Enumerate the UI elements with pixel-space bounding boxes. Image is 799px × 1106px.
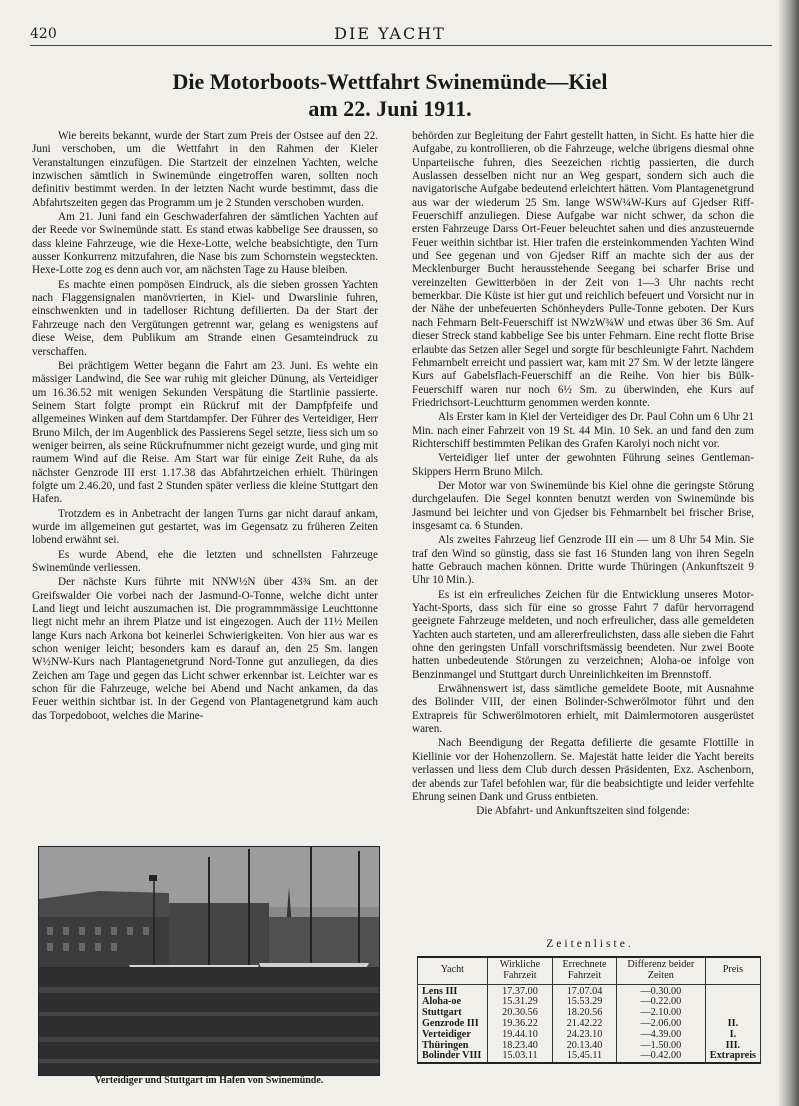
cell-preis: I. [705, 1030, 760, 1041]
paragraph: Wie bereits bekannt, wurde der Start zum Preis der Ostsee auf den 22. Juni verschoben, um die Wettfahrt in den Rahmen der Kieler Veranstaltungen einzufügen. Die Startzeit der einzelnen Yachten, welche inzwischen sämtlich in Swinemünde eingetroffen waren, sollten noch definitiv bestimmt werden. In der letzten Nacht wurde bestimmt, dass die Abfahrtszeiten gegen das Programm um je 2 Stunden verschoben wurden. [32, 130, 378, 209]
cell-wirkliche: 17.37.00 [487, 984, 553, 997]
cell-preis: III. [705, 1041, 760, 1052]
cell-preis: Extrapreis [705, 1051, 760, 1063]
paragraph: Bei prächtigem Wetter begann die Fahrt am 23. Juni. Es wehte ein mässiger Landwind, die See war ruhig mit gleicher Dünung, als Verteidiger um 16.36.52 mit wenigen Sekunden Verspätung die Startlinie passierte. Seinem Start folgte prompt ein Rückruf mit der Dampfpfeife und allgemeines Winken auf dem Startdampfer. Der Führer des Verteidiger, Herr Bruno Milch, der im Augenblick des Passierens Segel setzte, liess sich um so weniger beirren, als seine Rückrufnummer nicht gezeigt wurde, und ging mit raumem Wind auf die Reise. Am Start war für einige Zeit Ruhe, da als nächster Genzrode III erst 1.17.38 das Abfahrtzeichen erhielt. Thüringen folgte um 2.46.20, und fast 2 Stunden später verliess die kleine Stuttgart den Hafen. [32, 359, 378, 506]
paragraph: Als zweites Fahrzeug lief Genzrode III ein — um 8 Uhr 54 Min. Sie traf den Wind so günstig, dass sie fast 16 Stunden lang von ihren Segeln hatte Gebrauch machen können. Dritte wurde Thüringen (Ankunftszeit 9 Uhr 10 Min.). [412, 534, 754, 587]
cell-wirkliche: 20.30.56 [487, 1008, 553, 1019]
cell-wirkliche: 15.03.11 [487, 1051, 553, 1063]
cell-differenz: —1.50.00 [616, 1041, 705, 1052]
column-header-errechnete: Errechnete Fahrzeit [553, 957, 617, 984]
cell-yacht: Stuttgart [418, 1008, 488, 1019]
cell-preis [705, 984, 760, 997]
cell-yacht: Verteidiger [418, 1030, 488, 1041]
harbor-photo-drawing [39, 847, 380, 1076]
harbor-photo [38, 846, 380, 1076]
cell-differenz: —2.06.00 [616, 1019, 705, 1030]
cell-differenz: —0.22.00 [616, 997, 705, 1008]
cell-differenz: —0.42.00 [616, 1051, 705, 1063]
header-rule [30, 45, 772, 46]
table-header-row [418, 957, 761, 984]
paragraph: Trotzdem es in Anbetracht der langen Turns gar nicht darauf ankam, wurde im allgemeinen gut gestartet, was im Gegensatz zu früheren Zeiten lobend erwähnt sei. [32, 507, 378, 547]
paragraph: Es machte einen pompösen Eindruck, als die sieben grossen Yachten nach Flaggensignalen manövrierten, in Kiel- und Dwarslinie fuhren, einschwenkten und in tadelloser Richtung defilierten. Da der Start der Fahrzeuge nach den Vergütungen getrennt war, gelang es wenigstens auf diese Weise, dem Publikum am Strande einen Gesamteindruck zu verschaffen. [32, 278, 378, 358]
column-header-preis: Preis [705, 957, 760, 984]
photo-caption: Verteidiger und Stuttgart im Hafen von Swinemünde. [94, 1075, 324, 1086]
page-edge-shadow [779, 0, 799, 1106]
paragraph: behörden zur Begleitung der Fahrt gestellt hatten, in Sicht. Es hatte hier die Aufgabe, zu kontrollieren, ob die Fahrzeuge, welche übrigens diesmal ohne Unparteiische fuhren, dies Seezeichen richtig passierten, die durch Auslassen desselben nicht nur an Weg gespart, sondern sich auch die navigatorische Aufgabe bedeutend erleichtert hätten. Vom Plantagenetgrund aus war der wiederum 25 Sm. lange WSW¼W-Kurs auf Gjedser Riff-Feuerschiff anzuliegen. Diese Aufgabe war nicht schwer, da schon die ersten Fahrzeuge Darss Ort-Feuer beleuchtet sahen und dies anzusteuernde Feuer weithin sichtbar ist. Hier trafen die ersteinkommenden Yachten Wind und See gegenan und von Gjedser Riff an machte sich der aus der Mecklenburger Bucht herausstehende Seegang bei scharfer Brise und vereinzelten Gewitterböen in der Zeit von 1—3 Uhr nachts recht bemerkbar. Die Küste ist hier gut und reichlich befeuert und Vorsicht nur in der Nähe der unbefeuerten Schönheyders Pulle-Tonne geboten. Der Kurs nach Fehmarn Belt-Feuerschiff ist NWzW¾W und etwas über 36 Sm. Auf dieser Streck stand kabbelige See bis unter Fehmarn. Eine recht flotte Brise erlaubte das Setzen aller Segel und sorgte für beschleunigte Fahrt. Nachdem Fehmarnbelt erreicht und passiert war, kam mit 27 Sm. W der letzte längere Kurs auf Gabelsflach-Feuerschiff an die Reihe. Von hier bis Bülk-Feuerschiff waren nur noch 6½ Sm. zu überwinden, ehe Kurs auf Friedrichsort-Leuchtturm genommen werden konnte. [412, 130, 754, 409]
article-title-date: am 22. Juni 1911. [308, 96, 472, 121]
paragraph: Die Abfahrt- und Ankunftszeiten sind folgende: [476, 805, 690, 818]
page-number: 420 [30, 26, 57, 42]
article-title: Die Motorboots-Wettfahrt Swinemünde—Kiel [172, 69, 608, 94]
cell-wirkliche: 19.36.22 [487, 1019, 553, 1030]
cell-errechnete: 21.42.22 [553, 1019, 617, 1030]
cell-differenz: —2.10.00 [616, 1008, 705, 1019]
paragraph: Verteidiger lief unter der gewohnten Führung seines Gentleman-Skippers Herrn Bruno Milch. [412, 452, 754, 478]
running-title: DIE YACHT [334, 24, 446, 43]
cell-yacht: Genzrode III [418, 1019, 488, 1030]
results-table [417, 956, 761, 1064]
cell-yacht: Thüringen [418, 1041, 488, 1052]
cell-differenz: —0.30.00 [616, 984, 705, 997]
paragraph: Am 21. Juni fand ein Geschwaderfahren der sämtlichen Yachten auf der Reede vor Swinemünde statt. Es stand etwas kabbelige See draussen, so dass kleine Fahrzeuge, wie die Hexe-Lotte, welche beabsichtigte, den Turn ausser Konkurrenz mitzufahren, die Nase bis zum Schornstein wegsteckten. Hexe-Lotte zog es denn auch vor, am nächsten Tage zu Hause bleiben. [32, 211, 378, 277]
table-row [418, 1051, 761, 1063]
paragraph: Der Motor war von Swinemünde bis Kiel ohne die geringste Störung durchgelaufen. Die Segel konnten benutzt werden von Swinemünde bis Jasmund bei leichter und von Gjedser bis Fehmarnbelt bei frischer Brise, insgesamt ca. 6 Stunden. [412, 479, 754, 532]
cell-wirkliche: 18.23.40 [487, 1041, 553, 1052]
paragraph: Es ist ein erfreuliches Zeichen für die Entwicklung unseres Motor-Yacht-Sports, dass sich für eine so grosse Fahrt 7 dafür hervorragend geeignete Fahrzeuge meldeten, und noch erfreulicher, dass alle gemeldeten Yachten auch starteten, und am allererfreulichsten, dass alle sieben die Fahrt ohne den geringsten Unfall vorschriftsmässig beendeten. Nur zwei Boote hatten unbedeutende Störungen zu verzeichnen; Aloha-oe infolge von Benzinmangel und Stuttgart durch Unreinlichkeiten im Brennstoff. [412, 588, 754, 681]
column-header-differenz: Differenz beider Zeiten [616, 957, 705, 984]
cell-differenz: —4.39.00 [616, 1030, 705, 1041]
table-row [418, 1030, 761, 1041]
right-column [412, 130, 754, 820]
cell-errechnete: 15.45.11 [553, 1051, 617, 1063]
cell-wirkliche: 19.44.10 [487, 1030, 553, 1041]
cell-wirkliche: 15.31.29 [487, 997, 553, 1008]
results-table-title: Zeitenliste. [546, 938, 634, 950]
cell-yacht: Aloha-oe [418, 997, 488, 1008]
left-column [32, 130, 378, 724]
cell-errechnete: 15.53.29 [553, 997, 617, 1008]
paragraph: Nach Beendigung der Regatta defilierte die gesamte Flottille in Kiellinie vor der Hohenzollern. Se. Majestät hatte leider die Yacht bereits verlassen und liess dem Club durch dessen Präsidenten, Exz. Aschenborn, der abends zur Tafel befohlen war, für die beabsichtigte und leider verfehlte Ehrung seinen Dank und Gruss entbieten. [412, 737, 754, 803]
column-header-wirkliche: Wirkliche Fahrzeit [487, 957, 553, 984]
cell-yacht: Lens III [418, 984, 488, 997]
cell-preis: II. [705, 1019, 760, 1030]
column-header-yacht: Yacht [418, 957, 488, 984]
paragraph: Als Erster kam in Kiel der Verteidiger des Dr. Paul Cohn um 6 Uhr 21 Min. nach einer Fahrzeit von 19 St. 44 Min. 10 Sek. an und fand den zum Richterschiff bestimmten Pelikan des Grafen Karolyi noch nicht vor. [412, 411, 754, 450]
paragraph: Der nächste Kurs führte mit NNW½N über 43¾ Sm. an der Greifswalder Oie vorbei nach der Jasmund-O-Tonne, welche dicht unter Land liegt und leicht auszumachen ist. Die programmmässige Leuchttonne liegt nicht mehr an ihrem Platze und ist eingezogen. Auch der 11½ Meilen lange Kurs nach Arkona bot keinerlei Schwierigkeiten. Von hier aus war es schon weniger leicht; besonders kam es darauf an, den 25 Sm. langen W½NW-Kurs nach Plantagenetgrund Nord-Tonne gut anzuliegen, da dies Zeichen am Tage und gegen das Licht schwer erkennbar ist. Leichter war es schon für die Fahrzeuge, welche bei Abend und Nacht ankamen, da das Feuer weithin sichtbar ist. In der Gegend von Plantagenetgrund kam auch das Torpedoboot, welches die Marine- [32, 576, 378, 722]
paragraph: Es wurde Abend, ehe die letzten und schnellsten Fahrzeuge Swinemünde verliessen. [32, 548, 378, 574]
cell-preis [705, 997, 760, 1008]
cell-errechnete: 20.13.40 [553, 1041, 617, 1052]
cell-errechnete: 17.07.04 [553, 984, 617, 997]
cell-yacht: Bolinder VIII [418, 1051, 488, 1063]
paragraph: Erwähnenswert ist, dass sämtliche gemeldete Boote, mit Ausnahme des Bolinder VIII, der einen Bolinder-Schwerölmotor führt und den Extrapreis für Schwerölmotoren erhielt, mit Daimlermotoren ausgerüstet waren. [412, 683, 754, 736]
cell-errechnete: 18.20.56 [553, 1008, 617, 1019]
cell-errechnete: 24.23.10 [553, 1030, 617, 1041]
table-row [418, 984, 761, 997]
